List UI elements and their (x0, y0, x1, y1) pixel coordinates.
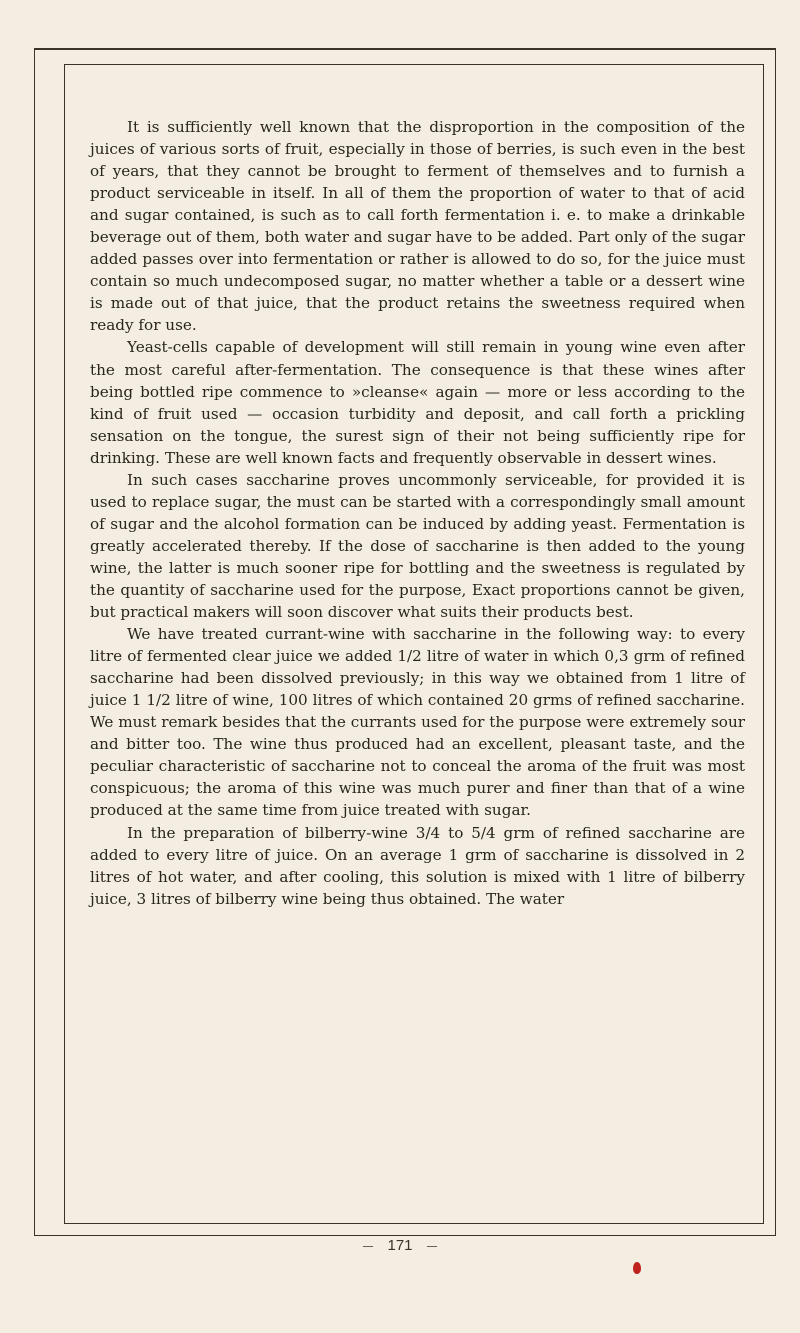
page-footer (0, 1237, 800, 1254)
footer-dash-left (363, 1246, 373, 1247)
footer-dash-right (427, 1246, 437, 1247)
paragraph-2: Yeast-cells capable of development will still remain in young wine even after the most careful after-fermentation. The consequence is that these wines after being bottled ripe commence to »cleanse« again — more or less according to the kind of fruit used — occasion turbidity and deposit, and call forth a prickling sensation on the tongue, the surest sign of their not being sufficiently ripe for drinking. These are well known facts and frequently observable in dessert wines. (90, 338, 745, 467)
paragraph-5: In the preparation of bilberry-wine 3/4 to 5/4 grm of refined saccharine are added to every litre of juice. On an average 1 grm of saccharine is dissolved in 2 litres of hot water, and after cooling, this solution is mixed with 1 litre of bilberry juice, 3 litres of bilberry wine being thus obtained. The water (90, 823, 745, 908)
page-number: 171 (387, 1237, 413, 1254)
paragraph-4: We have treated currant-wine with saccharine in the following way: to every litre of fermented clear juice we added 1/2 litre of water in which 0,3 grm of refined saccharine had been dissolved previously; in this way we obtained from 1 litre of juice 1 1/2 litre of wine, 100 litres of which contained 20 grms of refined saccharine. We must remark besides that the currants used for the purpose were extremely sour and bitter too. The wine thus produced had an excellent, pleasant taste, and the peculiar characteristic of saccharine not to conceal the aroma of the fruit was most conspicuous; the aroma of this wine was much purer and finer than that of a wine produced at the same time from juice treated with sugar. (90, 625, 745, 820)
paragraph-3: In such cases saccharine proves uncommonly serviceable, for provided it is used to replace sugar, the must can be started with a correspondingly small amount of sugar and the alcohol formation can be induced by adding yeast. Fermentation is greatly accelerated thereby. If the dose of saccharine is then added to the young wine, the latter is much sooner ripe for bottling and the sweetness is regulated by the quantity of saccharine used for the purpose, Exact proportions cannot be given, but practical makers will soon discover what suits their products best. (90, 470, 745, 622)
paragraph-1: It is sufficiently well known that the disproportion in the composition of the juices of various sorts of fruit, especially in those of berries, is such even in the best of years, that they cannot be brought to ferment of themselves and to furnish a product serviceable in itself. In all of them the proportion of water to that of acid and sugar contained, is such as to call forth fermentation i. e. to make a drinkable beverage out of them, both water and sugar have to be added. Part only of the sugar added passes over into fermentation or rather is allowed to do so, for the juice must contain so much undecomposed sugar, no matter whether a table or a dessert wine is made out of that juice, that the product retains the sweetness required when ready for use. (90, 118, 745, 335)
red-mark-ornament (633, 1262, 641, 1274)
body-text (90, 116, 745, 910)
